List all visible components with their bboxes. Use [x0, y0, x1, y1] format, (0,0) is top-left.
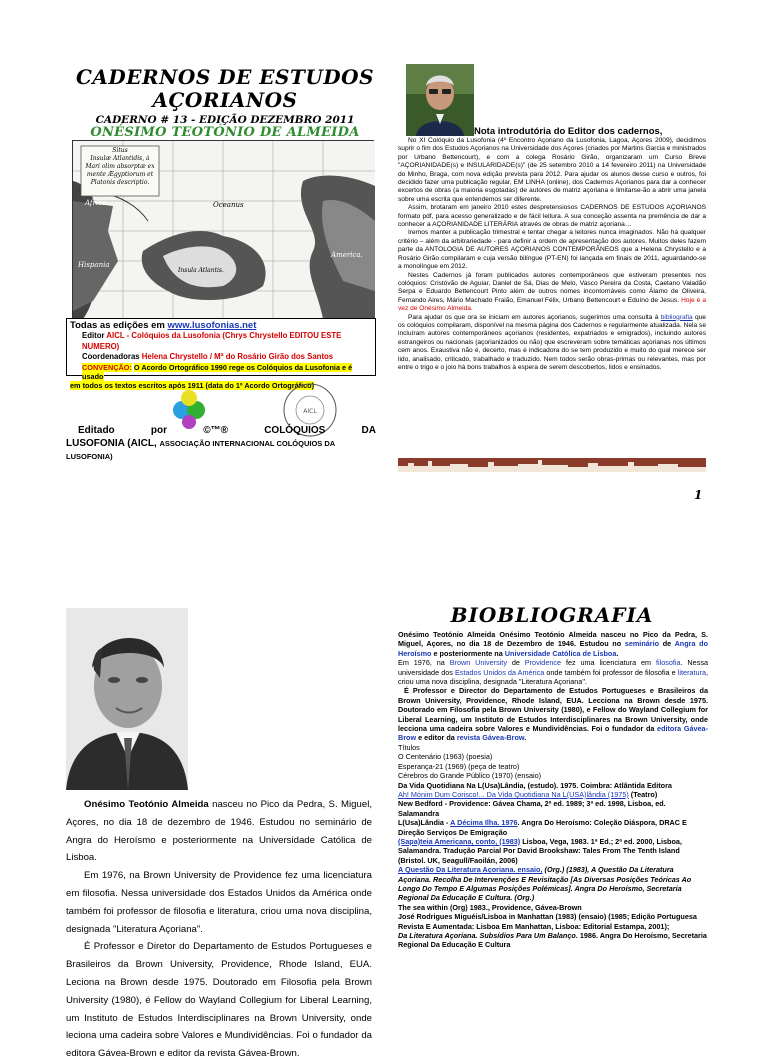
eua-link[interactable]: Estados Unidos da América: [454, 667, 545, 677]
author-portrait: [66, 608, 188, 790]
note-paragraph-4-text: Nestes Cadernos já foram publicados autores contemporâneos que estiveram presentes nos colóquios: Cristóvão de Aguiar, Daniel de Sá, Dias de Melo, Vasco Pereira da Costa, Caetano Valadão Serpa e Eduardo Bettencourt Pinto além de outros nomes incontornáveis como Álamo de Oliveira, Fernando Aires, Mário Machado Fraião, Emanuel Félix, Urbano Bettencourt e Eduíno de Jesus.: [398, 271, 706, 304]
note-heading: Nota introdutória do Editor dos cadernos,: [474, 126, 663, 137]
biography-left: [66, 796, 372, 1063]
coordinators-value: Helena Chrystello / Mª do Rosário Girão dos Santos: [141, 352, 334, 361]
note-paragraph-4: [398, 272, 706, 314]
p2-e: onde também foi professor de filosofia e: [546, 667, 676, 677]
p2-f: , criou uma nova disciplina, designada "Literatura Açoriana".: [398, 667, 709, 687]
note-paragraph-2: Assim, brotaram em janeiro 2010 estes despretensiosos CADERNOS DE ESTUDOS AÇORIANOS formato pdf, para acesso generalizado e de fácil leitura. A sua conceção assenta na premência de dar a conhecer a AÇORIANIDADE LITERÁRIA através de obras de matriz açoriana…: [398, 204, 706, 229]
bibliography-right: [398, 630, 708, 950]
p3-c: .: [524, 733, 527, 743]
questao-literatura-link[interactable]: A Questão Da Literatura Açoriana. ensaio,: [398, 865, 543, 875]
bio-left-paragraph-1: [66, 796, 372, 867]
note-paragraph-5: [398, 314, 706, 373]
bio-right-intro: [398, 630, 708, 658]
bibliography-title: BIOBLIOGRAFIA: [450, 603, 654, 627]
title-12-italic: Da Literatura Açoriana. Subsídios Para Um Balanço: [398, 931, 576, 940]
title-item: [398, 865, 708, 903]
note-today-author: Hoje é a vez de Onésimo Almeida.: [398, 296, 706, 313]
title-item: Cérebros do Grande Público (1970) (ensaio): [398, 771, 542, 781]
title-5-b: (Teatro): [630, 789, 658, 799]
title-7-b: . Angra Do Heroísmo: Coleção Diáspora, DRAC E Direção Serviços De Emigração: [398, 818, 687, 837]
bio-left-paragraph-2: Em 1976, na Brown University de Providence fez uma licenciatura em filosofia. Nessa universidade dos Estados Unidos da América onde também foi professor de filosofia e literatura, criou uma nova disciplina, designada "Literatura Açoriana".: [66, 870, 372, 935]
title-9-b: (Org.) (1983), A Questão Da Literatura Açoriana. Recolha De Intervenções E Revisitação [As Diversas Posições Teóricas Ao Longo Do Tempo E Algumas Posições Polémicas]. Angra Do Heroísmo, Secretaria Regional Da Educação E Cultura. (Org.): [398, 865, 692, 903]
title-item: [398, 790, 708, 799]
editor-line: [70, 331, 372, 352]
page-number: 1: [694, 488, 703, 502]
edited-line-2-small: ASSOCIAÇÃO INTERNACIONAL COLÓQUIOS DA LUSOFONIA): [66, 439, 335, 461]
p2-c: fez uma licenciatura em: [565, 658, 652, 668]
brown-university-link[interactable]: Brown University: [449, 658, 507, 668]
edited-by: [66, 424, 376, 463]
revista-gavea-link[interactable]: revista Gávea-Brow: [456, 733, 525, 743]
svg-text:AICL: AICL: [303, 408, 317, 415]
titles-heading: Títulos: [398, 742, 420, 752]
intro-b: de: [662, 639, 672, 649]
ah-monim-link[interactable]: Ah! Mónim Dum Corisco!... Da Vida Quotidiana Na L(USA)lândia (1975): [398, 789, 629, 799]
title-7-a: L(Usa)Lândia -: [398, 818, 449, 828]
note-paragraph-3: Iremos manter a publicação trimestral e tentar chegar a leitores nunca imaginados. Não há qualquer critério – além da arbitrariedade - para definir a ordem de apresentação dos autores. Muitos deles fazem parte da ANTOLOGIA DE AUTORES AÇORIANOS CONTEMPORÂNEOS que a Helena Chrystello e a Rosário Girão compilaram e cuja versão bilíngue (PT-EN) foi lançada em finais de 2011, aguardando-se a monolíngue em 2012.: [398, 229, 706, 271]
sapateia-link[interactable]: (Sapa)teia Americana, conto, (1983): [398, 836, 521, 846]
title-item: Da Vida Quotidiana Na L(Usa)Lândia, (estudo). 1975. Coimbra: Atlântida Editora: [398, 780, 672, 790]
map-label-america: America.: [331, 251, 363, 259]
bio-right-paragraph-3: [398, 686, 708, 742]
edited-word-3: ©™®: [203, 425, 228, 436]
intro-a: Onésimo Teotónio Almeida Onésimo Teotónio Almeida nasceu no Pico da Pedra, S. Miguel, Açores, no dia 18 de Dezembro de 1946. Estudou no: [398, 630, 708, 649]
title-8-b: Lisboa, Vega, 1983. 1ª Ed.; 2ª ed. 2000, Lisboa, Salamandra. Tradução Parcial Por David Brookshaw: Tales From The Tenth Island (Bristol. UK, Seagull/Faoilán, 2006): [398, 836, 682, 865]
angra-link[interactable]: Angra do Heroísmo: [398, 639, 709, 658]
edited-word-1: Editado: [78, 425, 115, 436]
edited-word-5: DA: [361, 425, 376, 436]
convention-line: [70, 363, 372, 381]
convention-text-2: em todos os textos escritos após 1911 (data do 1º Acordo Ortográfico): [70, 380, 315, 390]
atlantis-map: [72, 140, 374, 318]
bibliografia-link[interactable]: bibliografia: [660, 313, 693, 321]
p2-b: de: [511, 658, 520, 668]
title-item: Esperança-21 (1969) (peça de teatro): [398, 761, 520, 771]
town-skyline-strip: [398, 458, 706, 472]
author-portrait-image: [66, 608, 188, 790]
note-paragraph-1: No XI Colóquio da Lusofonia (4º Encontro Açoriano da Lusofonia, Lagoa, Açores 2009), decidimos suprir o fim dos Estudos Açorianos na Universidade dos Açores (criados por Martins Garcia e ministrados por Urbano Bettencourt), e com a colega Rosário Girão, organizaram um Curso Breve "AÇORIANIDADE(s) e INSULARIDADE(s)" (de 25 setembro 2010 a 14 fevereiro 2011) na Universidade do Minho, Braga, com nova edição prevista para 2012. Para ajudar os alunos desse curso e outros, foi decidido fazer uma publicação regular, EM LINHA (online), dos Cadernos Açorianos para dar a conhecer excertos de obras (a maioria esgotadas) de autores de matriz açoriana e limitarse-ão a abrir uma janela sobre uma escrita que entendemos ser diferente.: [398, 137, 706, 203]
editor-value: AICL - Colóquios da Lusofonia (Chrys Chrystello EDITOU ESTE NUMERO): [82, 331, 342, 351]
editor-note: [398, 137, 706, 372]
caderno-edition: CADERNO # 13 - EDIÇÃO DEZEMBRO 2011: [95, 114, 355, 126]
editor-photo: [406, 64, 474, 136]
author-name: ONÉSIMO TEOTÓNIO DE ALMEIDA: [90, 125, 360, 140]
p3-text: É Professor e Director do Departamento de Estudos Portugueses e Brasileiros da Brown University, Providence, Rhode Island, EUA. Lecciona na Brown desde 1975. Doutorado em Filosofia pela Brown University (1980), e Fellow do Wayland Collegium for Liberal Learning, um Instituto de Estudos Interdisciplinares na Brown University, onde lecciona uma cadeira sobre Valores e Mundividências. Foi o fundador da: [398, 686, 708, 734]
edited-line-2: LUSOFONIA (AICL,: [66, 438, 157, 449]
title-item: [398, 931, 708, 950]
providence-link[interactable]: Providence: [524, 658, 562, 668]
note-paragraph-5-b: que os colóquios compilaram, disponível na mesma página dos Cadernos e regularmente atualizada. Nela se incluíram autores contemporâneos açorianos (residentes, expatriados e emigrados), incluindo autores estrangeiros ou nacionais (açorianizados ou não) que escreveram sobre temáticas açorianas nos últimos cem anos. Exaustiva não é, decerto, mas é indicadora do se tem produzido e muito do qual merece ser lido, analisado, criticado, trabalhado e traduzido. Nem todos serão obras-primas ou relevantes, mas por entre o trigo e o joio há bons trabalhos à espera de serem descobertos, lidos e ensinados.: [398, 313, 706, 371]
title-item: [398, 837, 708, 865]
ucp-link[interactable]: Universidade Católica de Lisboa: [504, 648, 617, 658]
bio-left-paragraph-1-text: nasceu no Pico da Pedra, S. Miguel, Açores, no dia 18 de dezembro de 1946. Estudou no seminário de Angra do Heroísmo e posteriormente na Universidade Católica de Lisboa.: [66, 799, 372, 864]
editora-gavea-link[interactable]: editora Gávea-Brow: [398, 724, 708, 743]
edited-word-4: COLÓQUIOS: [264, 425, 326, 436]
literatura-link[interactable]: literatura: [677, 667, 707, 677]
bio-left-name: Onésimo Teotónio Almeida: [84, 799, 209, 810]
convention-label: CONVENÇÃO:: [82, 362, 132, 372]
p2-d: . Nessa universidade dos: [398, 658, 708, 677]
editor-label: Editor: [82, 331, 105, 340]
skyline-decoration-icon: [398, 458, 706, 472]
bio-left-paragraph-3: É Professor e Diretor do Departamento de Estudos Portugueses e Brasileiros da Brown University, Providence, Rhode Island, EUA. Leciona na Brown desde 1975. Doutorado em Filosofia pela Brown University (1980), é Fellow do Wayland Collegium for Liberal Learning, um Instituto de Estudos Interdisciplinares na Brown University, onde leciona uma cadeira sobre Valores e Mundividências. Foi o fundador da editora Gávea-Brown e editor da revista Gávea-Brown.: [66, 941, 372, 1060]
note-paragraph-5-a: Para ajudar os que ora se iniciam em autores açorianos, sugerimos uma consulta à: [408, 313, 659, 321]
title-item: O Centenário (1963) (poesia): [398, 752, 493, 762]
title-item: New Bedford - Providence: Gávea Chama, 2ª ed. 1989; 3ª ed. 1998, Lisboa, ed. Salamandra: [398, 799, 666, 818]
coordinators-label: Coordenadoras: [82, 352, 140, 361]
editor-portrait-image: [406, 64, 474, 136]
convention-text-1: O Acordo Ortográfico 1990 rege os Colóquios da Lusofonia e é usado: [82, 362, 353, 381]
bio-right-paragraph-2: [398, 658, 708, 686]
map-label-oceanus: Oceanus: [213, 201, 244, 209]
map-label-insula: Insula Atlantis.: [178, 267, 224, 274]
intro-c: e posteriormente na: [433, 648, 503, 658]
p2-a: Em 1976, na: [398, 658, 445, 668]
decima-ilha-link[interactable]: A Décima Ilha. 1976: [450, 818, 518, 828]
editorial-info-box: [66, 318, 376, 390]
edited-word-2: por: [150, 425, 167, 436]
seminario-link[interactable]: seminário: [624, 639, 660, 649]
all-editions-prefix: Todas as edições em: [70, 320, 165, 331]
map-caption: Situs Insulæ Atlantidis, à Mari olim absorptæ ex mente Ægyptiorum et Platonis descriptio.: [85, 147, 155, 186]
map-label-africa: Africa.: [85, 199, 109, 207]
lusofonias-link[interactable]: www.lusofonias.net: [167, 320, 257, 331]
filosofia-link[interactable]: filosofia: [655, 658, 681, 668]
map-label-hispania: Hispania: [78, 261, 110, 269]
p3-b: e editor da: [418, 733, 455, 743]
title-item: José Rodrigues Miguéis/Lisboa in Manhattan (1983) (ensaio) (1985; Edição Portuguesa Revista E Aumentada: Lisboa Em Manhattan, Lisboa: Editorial Estampa, 2001);: [398, 912, 697, 931]
coordinators-line: [70, 352, 372, 363]
document-title: CADERNOS DE ESTUDOS AÇORIANOS: [75, 65, 375, 112]
title-item: [398, 818, 708, 837]
title-12-b: . 1986. Angra Do Heroísmo, Secretaria Regional Da Educação E Cultura: [398, 931, 707, 950]
title-item: The sea within (Org) 1983., Providence, Gávea-Brown: [398, 902, 582, 912]
intro-d: .: [616, 648, 619, 658]
all-editions-line: [70, 320, 372, 331]
